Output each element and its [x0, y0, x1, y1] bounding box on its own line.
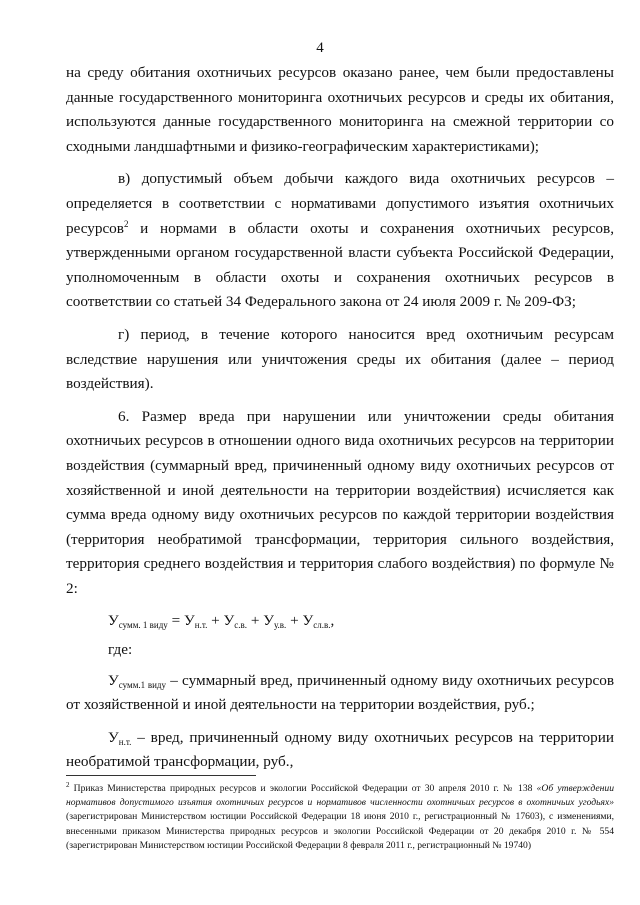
where-label: где: [108, 641, 133, 659]
paragraph-section-6: 6. Размер вреда при нарушении или уничтожении среды обитания охотничьих ресурсов в отношении одного вида охотничьих ресурсов на территории воздействия (суммарный вред, причиненный одному виду охотничьих ресурсов от хозяйственной и иной деятельности на территории воздействия) исчисляется как сумма вреда одному виду охотничьих ресурсов по каждой территории воздействия (территория необратимой трансформации, территория сильного воздействия, территория среднего воздействия и территория слабого воздействия) по формуле № 2: [66, 407, 614, 597]
footnote-order-title: «Об утверждении нормативов допустимого изъятия охотничьих ресурсов и нормативов численности охотничьих ресурсов в охотничьих угодьях» [66, 783, 614, 809]
definition-text: – вред, причиненный одному виду охотничьих ресурсов на территории необратимой трансформации, руб., [66, 728, 614, 771]
formula-plus: + [247, 612, 264, 630]
formula-term-subscript: у.в. [273, 620, 287, 631]
paragraph-item-v [66, 167, 614, 315]
paragraph-item-v-text-a: в) допустимый объем добычи каждого вида охотничьих ресурсов – определяется в соответствии с нормативами допустимого изъятия охотничьих ресурсов [66, 170, 614, 237]
formula-term-subscript: н.т. [194, 620, 208, 631]
formula-term: У [223, 612, 235, 630]
paragraph-item-g: г) период, в течение которого наносится вред охотничьим ресурсам вследствие нарушения или уничтожения среды их обитания (далее – период воздействия). [66, 325, 614, 393]
paragraph-item-v-text-b: и нормами в области охоты и сохранения охотничьих ресурсов, утвержденными органом государственной власти субъекта Российской Федерации, уполномоченным в области охоты и сохранения охотничьих ресурсов в соответствии со статьей 34 Федерального закона от 24 июля 2009 г. № 209-ФЗ; [66, 219, 614, 311]
definition-symbol: У [108, 728, 119, 746]
definition-total-damage [66, 669, 614, 718]
footnote-text: Приказ Министерства природных ресурсов и экологии Российской Федерации от 30 апреля 2010 г. № 138 [69, 783, 537, 794]
footnote-text-continued: (зарегистрирован Министерством юстиции Российской Федерации 18 июня 2010 г., регистрационный № 17603), с изменениями, внесенными приказом Министерства природных ресурсов и экологии Российской Федерации от 20 декабря 2010 г. № 554 (зарегистрирован Министерством юстиции Российской Федерации 8 февраля 2011 г., регистрационный № 19740) [66, 811, 614, 851]
definition-symbol-subscript: сумм.1 виду [118, 679, 166, 690]
formula-equals: = [167, 612, 184, 630]
definition-symbol: У [108, 671, 119, 689]
formula-term-subscript: с.в. [234, 620, 248, 631]
definition-text: – суммарный вред, причиненный одному виду охотничьих ресурсов от хозяйственной и иной деятельности на территории воздействия, руб.; [66, 671, 614, 714]
formula-end: , [330, 612, 335, 630]
page-number: 4 [316, 40, 324, 56]
formula-plus: + [286, 612, 303, 630]
footnote [66, 782, 614, 853]
formula-2 [108, 609, 614, 634]
footnote-separator [66, 775, 256, 776]
formula-term: У [263, 612, 274, 630]
formula-term-subscript: сл.в. [313, 620, 331, 631]
footnote-reference: 2 [123, 218, 129, 229]
formula-plus: + [207, 612, 224, 630]
footnote-mark: 2 [66, 780, 70, 789]
definition-symbol-subscript: н.т. [118, 736, 132, 747]
document-body [66, 61, 614, 775]
formula-lhs-subscript: сумм. 1 виду [118, 620, 168, 631]
paragraph-continuation: на среду обитания охотничьих ресурсов оказано ранее, чем были предоставлены данные государственного мониторинга охотничьих ресурсов и среды их обитания, используются данные государственного мониторинга на смежной территории со сходными ландшафтными и физико-географическим характеристиками); [66, 64, 614, 155]
formula-term: У [302, 612, 314, 630]
formula-term: У [183, 612, 195, 630]
definition-irreversible-damage [66, 726, 614, 775]
formula-lhs: У [108, 612, 119, 630]
